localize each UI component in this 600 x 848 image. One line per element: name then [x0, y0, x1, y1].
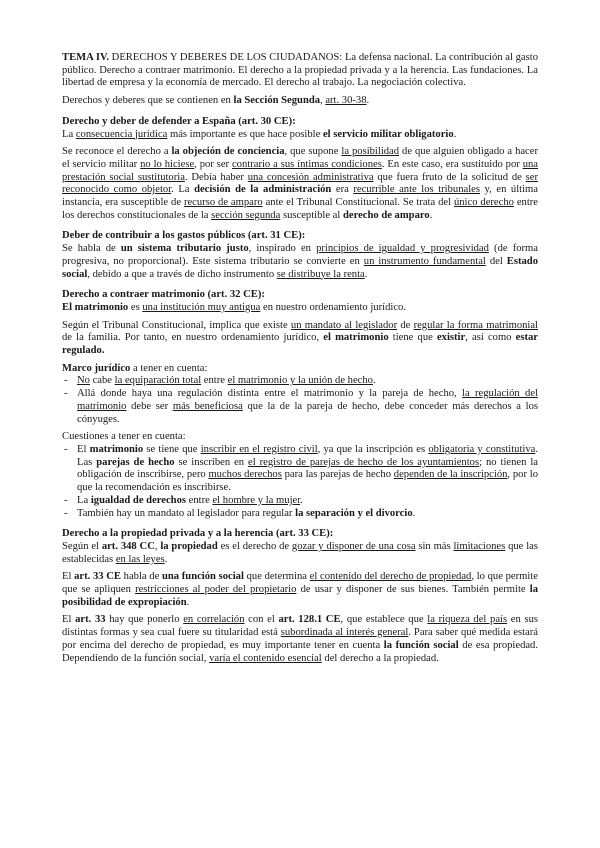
- marco-juridico-list: [62, 375, 538, 426]
- heading-art-30: Derecho y deber de defender a España (art. 30 CE):: [62, 115, 296, 127]
- cuestiones-list: [62, 444, 538, 520]
- heading-art-32: Derecho a contraer matrimonio (art. 32 CE):: [62, 289, 265, 301]
- marco-juridico-label: Marco jurídico a tener en cuenta:: [62, 362, 208, 374]
- list-item: - No cabe la equiparación total entre el matrimonio y la unión de hecho.: [62, 375, 538, 388]
- art33-paragraph-1: Según el art. 348 CC, la propiedad es el derecho de gozar y disponer de una cosa sin más limitaciones que las establecidas en las leyes.: [62, 540, 538, 565]
- intro-paragraph: TEMA IV. DERECHOS Y DEBERES DE LOS CIUDADANOS: La defensa nacional. La contribución al gasto público. Derecho a contraer matrimonio. El derecho a la propiedad privada y a la herencia. Las fundaciones. La libertad de empresa y la economía de mercado. El derecho al trabajo. La negociación colectiva.: [62, 52, 538, 89]
- list-item: - También hay un mandato al legislador para regular la separación y el divorcio.: [62, 508, 538, 521]
- art32-paragraph-2: Según el Tribunal Constitucional, implica que existe un mandato al legislador de regular la forma matrimonial de la familia. Por tanto, en nuestro ordenamiento jurídico, el matrimonio tiene que existir, así como estar regulado.: [62, 319, 538, 357]
- cuestiones-label: Cuestiones a tener en cuenta:: [62, 431, 186, 443]
- art30-paragraph-2: Se reconoce el derecho a la objeción de conciencia, que supone la posibilidad de que alguien obligado a hacer el servicio militar no lo hiciese, por ser contrario a sus íntimas condiciones. En este caso, era sustituido por una prestación social sustitutoria. Debía haber una concesión administrativa que fuera fruto de la solicitud de ser reconocido como objetor. La decisión de la administración era recurrible ante los tribunales y, en última instancia, era susceptible de recurso de amparo ante el Tribunal Constitucional. Se trata del único derecho entre los derechos constitucionales de la sección segunda susceptible al derecho de amparo.: [62, 146, 539, 221]
- art32-paragraph-1: El matrimonio es una institución muy antigua en nuestro ordenamiento jurídico.: [62, 301, 406, 313]
- tema-label: TEMA IV.: [62, 52, 109, 63]
- art33-paragraph-2: El art. 33 CE habla de una función social que determina el contenido del derecho de propiedad, lo que permite que se apliquen restricciones al poder del propietario de usar y disponer de sus bienes. También permite la posibilidad de expropiación.: [62, 571, 539, 608]
- heading-art-31: Deber de contribuir a los gastos públicos (art. 31 CE):: [62, 230, 306, 242]
- art31-paragraph-1: Se habla de un sistema tributario justo, inspirado en principios de igualdad y progresividad (de forma progresiva, no proporcional). Este sistema tributario se convierte en un instrumento fundamental del Estado social, debido a que a través de dicho instrumento se distribuye la renta.: [62, 243, 538, 280]
- sections-line: Derechos y deberes que se contienen en la Sección Segunda, art. 30-38.: [62, 95, 370, 107]
- list-item: - La igualdad de derechos entre el hombre y la mujer.: [62, 495, 538, 508]
- list-item: - Allá donde haya una regulación distinta entre el matrimonio y la pareja de hecho, la regulación del matrimonio debe ser más beneficiosa que la de la pareja de hecho, debe conceder más derechos a los cónyuges.: [62, 388, 538, 426]
- heading-art-33: Derecho a la propiedad privada y a la herencia (art. 33 CE):: [62, 528, 334, 540]
- art30-paragraph-1: La consecuencia jurídica más importante es que hace posible el servicio militar obligatorio.: [62, 128, 457, 140]
- list-item: - El matrimonio se tiene que inscribir en el registro civil, ya que la inscripción es obligatoria y constitutiva. Las parejas de hecho se inscriben en el registro de parejas de hecho de los ayuntamientos; no tienen la obligación de inscribirse, pero muchos derechos para las parejas de hecho dependen de la inscripción, por lo que la recomendación es inscribirse.: [62, 444, 538, 495]
- art33-paragraph-3: El art. 33 hay que ponerlo en correlación con el art. 128.1 CE, que establece que la riqueza del país en sus distintas formas y sea cual fuere su titularidad está subordinada al interés general. Para saber qué medida estará por encima del derecho de propiedad, es muy importante tener en cuenta la función social de esa propiedad. Dependiendo de la función social, varía el contenido esencial del derecho a la propiedad.: [62, 614, 539, 664]
